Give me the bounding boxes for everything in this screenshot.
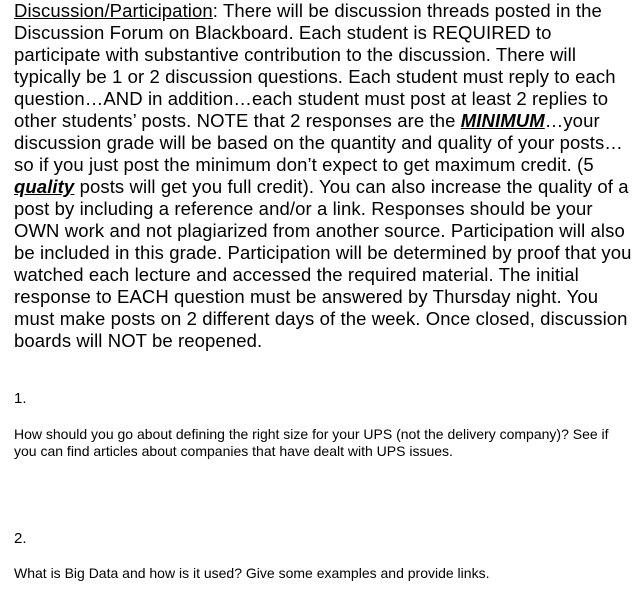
participation-policy-paragraph xyxy=(14,0,636,352)
question-1-text: How should you go about defining the right size for your UPS (not the delivery company)? See if you can find articles about companies that have dealt with UPS issues. xyxy=(14,426,609,459)
question-1-number: 1. xyxy=(14,390,27,407)
minimum-emphasis: MINIMUM xyxy=(460,110,545,131)
policy-text-part-1: : There will be discussion threads posted in the Discussion Forum on Blackboard. Each student is REQUIRED to participate with substantive contribution to the discussion. There will typically be 1 or 2 discussion questions. Each student must reply to each question…AND in addition…each student must post at least 2 replies to other students’ posts. NOTE that 2 responses are the xyxy=(14,0,616,131)
policy-heading: Discussion/Participation xyxy=(14,0,213,21)
document-body xyxy=(14,0,636,581)
policy-text-part-3: posts will get you full credit). You can also increase the quality of a post by including a reference and/or a link. Responses should be your OWN work and not plagiarized from another source. Participation will also be included in this grade. Participation will be determined by proof that you watched each lecture and accessed the required material. The initial response to EACH question must be answered by Thursday night. You must make posts on 2 different days of the week. Once closed, discussion boards will NOT be reopened. xyxy=(14,176,632,351)
question-2-number: 2. xyxy=(14,530,27,547)
policy-text-part-2: …your discussion grade will be based on the quantity and quality of your posts…so if you just post the minimum don’t expect to get maximum credit. (5 xyxy=(14,110,623,175)
quality-emphasis: quality xyxy=(14,176,75,197)
question-2-text: What is Big Data and how is it used? Give some examples and provide links. xyxy=(14,565,490,581)
